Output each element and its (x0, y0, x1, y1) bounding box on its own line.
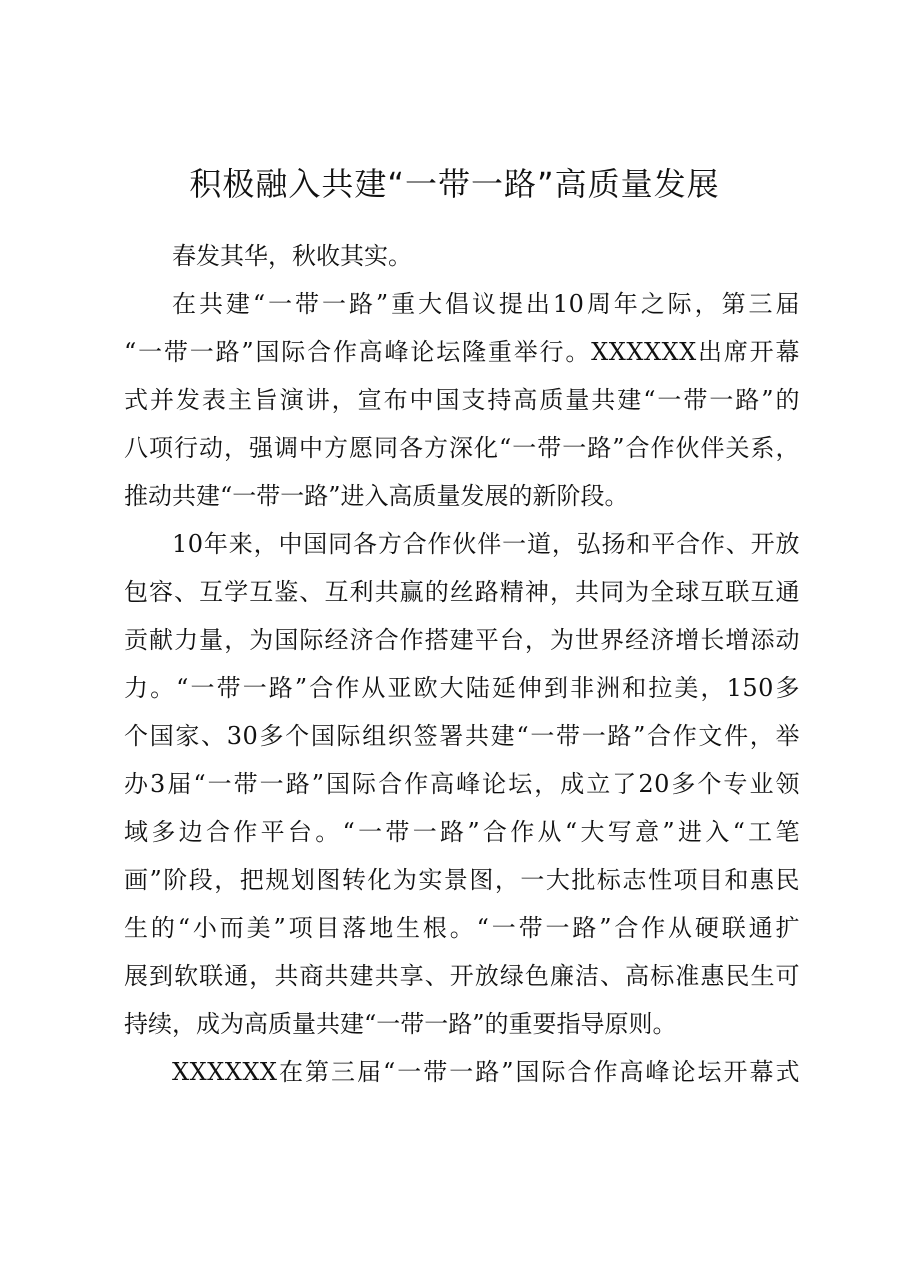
paragraph-line: 个国家、30多个国际组织签署共建“一带一路”合作文件，举 (124, 722, 800, 750)
paragraph-line: 八项行动，强调中方愿同各方深化“一带一路”合作伙伴关系， (124, 434, 800, 462)
paragraph (124, 520, 800, 1048)
paragraph-line: 春发其华，秋收其实。 (172, 242, 412, 270)
paragraph-line: 域多边合作平台。“一带一路”合作从“大写意”进入“工笔 (124, 818, 800, 846)
paragraph (124, 280, 800, 520)
paragraph-line: “一带一路”国际合作高峰论坛隆重举行。XXXXXX出席开幕 (124, 338, 800, 366)
paragraph-line: 贡献力量，为国际经济合作搭建平台，为世界经济增长增添动 (124, 626, 800, 654)
paragraph-line: 力。“一带一路”合作从亚欧大陆延伸到非洲和拉美，150多 (124, 674, 800, 702)
paragraph-line: 在共建“一带一路”重大倡议提出10周年之际，第三届 (172, 290, 800, 318)
paragraph-line: 画”阶段，把规划图转化为实景图，一大批标志性项目和惠民 (124, 866, 800, 894)
paragraph (124, 232, 800, 280)
paragraph-line: 式并发表主旨演讲，宣布中国支持高质量共建“一带一路”的 (124, 386, 800, 414)
paragraph (124, 1048, 800, 1096)
paragraph-line: XXXXXX在第三届“一带一路”国际合作高峰论坛开幕式 (172, 1058, 800, 1086)
document-title: 积极融入共建“一带一路”高质量发展 (189, 165, 720, 203)
paragraph-line: 推动共建“一带一路”进入高质量发展的新阶段。 (124, 482, 629, 510)
paragraph-line: 持续，成为高质量共建“一带一路”的重要指导原则。 (124, 1010, 677, 1038)
paragraph-line: 包容、互学互鉴、互利共赢的丝路精神，共同为全球互联互通 (124, 578, 800, 606)
paragraph-line: 展到软联通，共商共建共享、开放绿色廉洁、高标准惠民生可 (124, 962, 800, 990)
document-body (124, 232, 800, 1096)
paragraph-line: 办3届“一带一路”国际合作高峰论坛，成立了20多个专业领 (124, 770, 800, 798)
paragraph-line: 生的“小而美”项目落地生根。“一带一路”合作从硬联通扩 (124, 914, 800, 942)
paragraph-line: 10年来，中国同各方合作伙伴一道，弘扬和平合作、开放 (172, 530, 800, 558)
